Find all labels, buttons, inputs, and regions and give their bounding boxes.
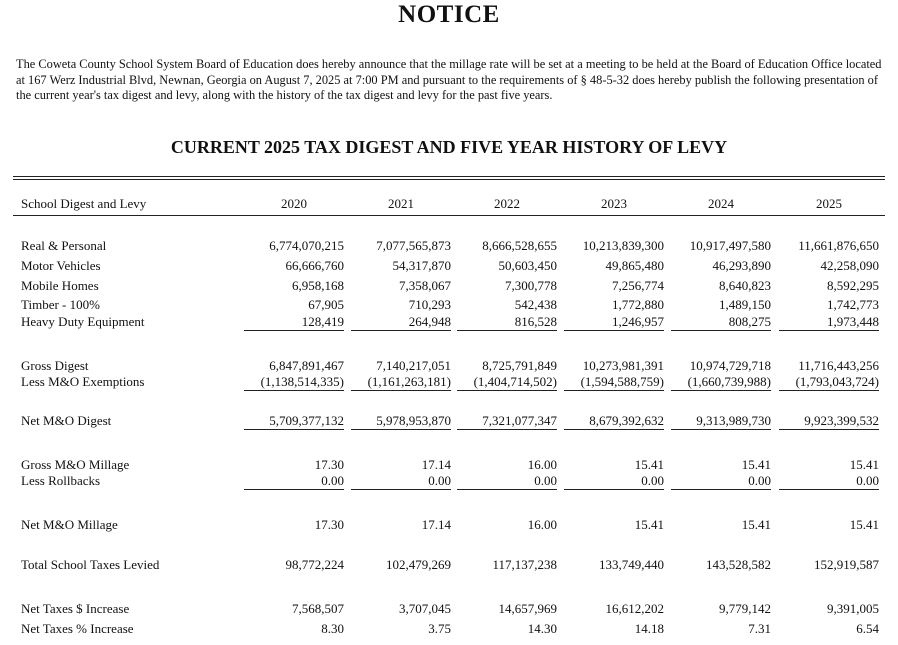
row-label: Motor Vehicles (21, 258, 101, 273)
table-cell: 5,709,377,132 (244, 413, 344, 430)
table-cell: 9,779,142 (719, 601, 771, 616)
table-cell: 542,438 (514, 297, 557, 312)
year-header-2024: 2024 (708, 196, 734, 211)
table-cell: 54,317,870 (392, 258, 451, 273)
table-cell: 8,592,295 (827, 278, 879, 293)
table-cell: (1,660,739,988) (671, 374, 771, 391)
row-label: Heavy Duty Equipment (21, 314, 145, 329)
row-label: Mobile Homes (21, 278, 99, 293)
table-cell: 15.41 (741, 517, 771, 532)
row-label: Less Rollbacks (21, 473, 101, 488)
table-cell: 7,140,217,051 (376, 358, 451, 373)
table-cell: 133,749,440 (599, 557, 664, 572)
header-label: School Digest and Levy (21, 196, 147, 211)
table-cell: 808,275 (671, 314, 771, 331)
table-cell: 14.30 (527, 621, 557, 636)
table-cell: 15.41 (634, 457, 664, 472)
table-cell: 6,847,891,467 (269, 358, 344, 373)
table-cell: 17.14 (421, 517, 451, 532)
table-cell: 8,640,823 (719, 278, 771, 293)
table-cell: 152,919,587 (814, 557, 879, 572)
table-cell: 128,419 (244, 314, 344, 331)
table-cell: 264,948 (351, 314, 451, 331)
table-cell: 7,077,565,873 (376, 238, 451, 253)
table-cell: 10,273,981,391 (582, 358, 664, 373)
table-cell: 16.00 (527, 457, 557, 472)
table-cell: 9,923,399,532 (779, 413, 879, 430)
table-cell: 49,865,480 (605, 258, 664, 273)
table-cell: 143,528,582 (706, 557, 771, 572)
table-cell: (1,404,714,502) (457, 374, 557, 391)
table-cell: 6.54 (856, 621, 879, 636)
table-top-rule-double (13, 179, 885, 180)
table-cell: 7,358,067 (399, 278, 451, 293)
table-cell: 11,661,876,650 (798, 238, 879, 253)
table-cell: 5,978,953,870 (351, 413, 451, 430)
table-cell: 14,657,969 (498, 601, 557, 616)
table-cell: 46,293,890 (712, 258, 771, 273)
table-cell: 3,707,045 (399, 601, 451, 616)
table-cell: 15.41 (849, 457, 879, 472)
table-cell: 17.30 (314, 457, 344, 472)
year-header-2020: 2020 (281, 196, 307, 211)
row-label: Net M&O Millage (21, 517, 118, 532)
table-subtitle: CURRENT 2025 TAX DIGEST AND FIVE YEAR HISTORY OF LEVY (170, 137, 728, 157)
row-label: Less M&O Exemptions (21, 374, 145, 389)
year-header-2021: 2021 (388, 196, 414, 211)
row-label: Net Taxes % Increase (21, 621, 134, 636)
table-cell: 0.00 (457, 473, 557, 490)
table-cell: 0.00 (351, 473, 451, 490)
table-cell: (1,161,263,181) (351, 374, 451, 391)
table-cell: 9,391,005 (827, 601, 879, 616)
table-cell: 6,774,070,215 (269, 238, 344, 253)
table-cell: 710,293 (408, 297, 451, 312)
table-cell: 67,905 (308, 297, 344, 312)
row-label: Real & Personal (21, 238, 107, 253)
table-cell: 42,258,090 (820, 258, 879, 273)
table-cell: 8,666,528,655 (482, 238, 557, 253)
row-label: Gross M&O Millage (21, 457, 130, 472)
table-cell: 66,666,760 (285, 258, 344, 273)
table-cell: 16.00 (527, 517, 557, 532)
table-cell: 7,568,507 (292, 601, 344, 616)
row-label: Timber - 100% (21, 297, 100, 312)
row-label: Net M&O Digest (21, 413, 112, 428)
table-cell: 14.18 (634, 621, 664, 636)
table-cell: 117,137,238 (492, 557, 557, 572)
row-label: Net Taxes $ Increase (21, 601, 130, 616)
table-cell: 1,973,448 (779, 314, 879, 331)
year-header-2023: 2023 (601, 196, 627, 211)
table-cell: 9,313,989,730 (671, 413, 771, 430)
table-cell: 15.41 (634, 517, 664, 532)
intro-paragraph: The Coweta County School System Board of Education does hereby announce that the millage rate will be set at a meeting to be held at the Board of Education Office located at 167 Werz Industrial Blvd, Newnan, Georgia on August 7, 2025 at 7:00 PM and pursuant to the requirements of § 48-5-32 does hereby publish the following presentation of the current year's tax digest and levy, along with the history of the tax digest and levy for the past five years. (16, 57, 882, 102)
table-cell: (1,793,043,724) (779, 374, 879, 391)
table-cell: 1,489,150 (719, 297, 771, 312)
table-cell: (1,594,588,759) (564, 374, 664, 391)
year-header-2022: 2022 (494, 196, 520, 211)
table-cell: 10,974,729,718 (689, 358, 771, 373)
notice-title: NOTICE (398, 1, 500, 28)
table-cell: 17.30 (314, 517, 344, 532)
table-cell: 50,603,450 (498, 258, 557, 273)
row-label: Gross Digest (21, 358, 89, 373)
table-cell: (1,138,514,335) (244, 374, 344, 391)
table-cell: 15.41 (849, 517, 879, 532)
header-bottom-rule (13, 215, 885, 216)
table-cell: 16,612,202 (605, 601, 664, 616)
table-cell: 11,716,443,256 (798, 358, 879, 373)
table-cell: 1,246,957 (564, 314, 664, 331)
table-cell: 7,256,774 (612, 278, 664, 293)
table-cell: 3.75 (428, 621, 451, 636)
table-cell: 8,725,791,849 (482, 358, 557, 373)
table-cell: 8,679,392,632 (564, 413, 664, 430)
table-cell: 1,772,880 (612, 297, 664, 312)
table-cell: 6,958,168 (292, 278, 344, 293)
table-cell: 98,772,224 (285, 557, 344, 572)
table-cell: 7,300,778 (505, 278, 557, 293)
table-cell: 0.00 (244, 473, 344, 490)
year-header-2025: 2025 (816, 196, 842, 211)
table-cell: 102,479,269 (386, 557, 451, 572)
table-cell: 10,917,497,580 (689, 238, 771, 253)
table-cell: 7.31 (748, 621, 771, 636)
table-cell: 17.14 (421, 457, 451, 472)
table-cell: 15.41 (741, 457, 771, 472)
row-label: Total School Taxes Levied (21, 557, 160, 572)
table-cell: 0.00 (779, 473, 879, 490)
table-top-rule (13, 176, 885, 177)
table-cell: 7,321,077,347 (457, 413, 557, 430)
table-cell: 1,742,773 (827, 297, 879, 312)
table-cell: 0.00 (671, 473, 771, 490)
table-cell: 10,213,839,300 (582, 238, 664, 253)
table-cell: 0.00 (564, 473, 664, 490)
table-cell: 816,528 (457, 314, 557, 331)
table-cell: 8.30 (321, 621, 344, 636)
